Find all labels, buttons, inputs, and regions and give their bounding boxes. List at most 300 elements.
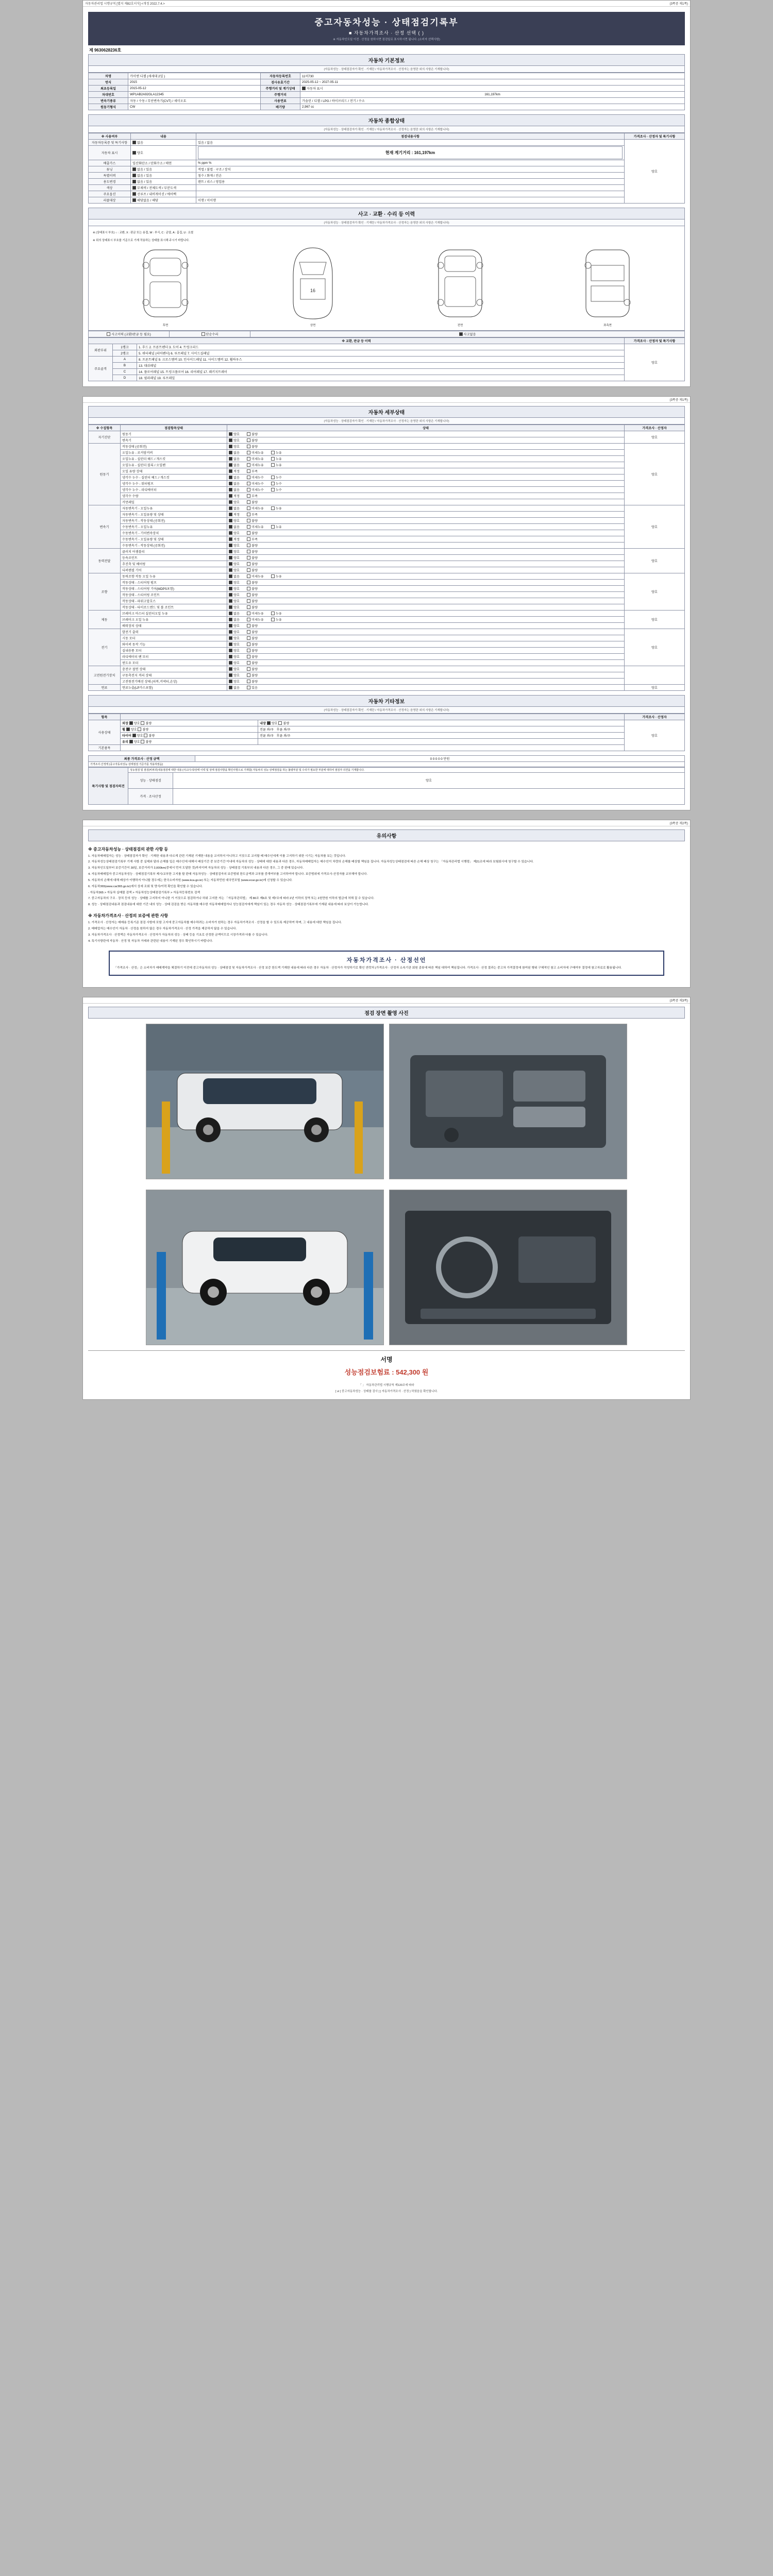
option-label: 양호 [233,667,240,671]
detail-item-options [227,517,625,523]
checkbox-option[interactable] [229,680,232,683]
value-vin: WP1AB2A92GLA12345 [128,92,261,98]
option-label: 미세누유 [251,457,264,461]
checkbox-option[interactable] [247,624,250,628]
photo-interior-image [390,1190,627,1345]
option-label: 양호 [233,599,240,603]
detail-item-options [227,672,625,678]
checkbox-option[interactable] [229,624,232,628]
detail-item-label: 고전원전기배선 상태 (피복,커넥터,손상) [121,678,227,684]
detail-group-2: 변속기 [89,505,121,548]
diagram-legend-2: ※ 위의 상태표시 부호를 기준으로 기재 작용하는 상태를 표시해 주시기 바랍니다. [93,239,190,242]
checkbox-option[interactable] [229,686,232,689]
checkbox-option[interactable] [229,438,232,442]
row-content-5: 없음 / 있음 [131,179,196,185]
row-content-1: 양호 [131,146,196,160]
option-label: 미세누유 [251,525,264,529]
other-item-glass-blank [258,738,625,744]
detail-group-note: 양호 [625,443,685,505]
label-year: 연식 [89,79,128,86]
signature-label: 서명 [88,1350,685,1365]
option-label: 있음 [251,686,258,690]
car-front-svg [429,245,491,322]
sheet-3 [82,820,691,988]
car-top-svg [282,245,344,322]
option-label: 불량 [251,587,258,591]
option-label: 누유 [275,525,282,529]
other-item-interior: 내장 양호 불량 [258,720,625,726]
detail-item-label: 작동상태 (공회전) [121,443,227,449]
option-label: 불량 [251,519,258,523]
checkbox-option[interactable] [247,531,250,535]
car-view-side-label: 좌측면 [603,324,612,327]
checkbox-option[interactable] [229,587,232,590]
checkbox-option[interactable] [247,494,250,498]
option-label: 없음 [233,506,240,511]
car-diagram-row [92,245,681,327]
checkbox-option[interactable] [247,686,250,689]
detail-item-label: 라디에이터 팬 모터 [121,653,227,659]
detail-item-label: 커먼레일 [121,499,227,505]
checkbox-option[interactable] [247,574,250,578]
checkbox-option[interactable] [247,612,250,615]
checkbox-tire-good[interactable] [132,734,136,737]
option-label: 누수 [275,476,282,480]
checkbox-option[interactable] [271,574,275,578]
table-row [89,659,685,666]
checkbox-option[interactable] [229,630,232,634]
section-note-detail: (자동차성능 · 상태점검자가 확인 · 기재란 / 자동차가격조사 · 산정자는 음영란 외의 사항은 기재합니다) [88,418,685,425]
notice-sec2-body [88,921,685,944]
detail-item-label: 브레이크 오일 누유 [121,616,227,622]
option-label: 양호 [233,587,240,591]
checkbox-option[interactable] [271,506,275,510]
detail-item-options [227,629,625,635]
row-content-0: 없음 [131,140,196,146]
table-row [89,480,685,486]
table-row [89,653,685,659]
checkbox-exterior-good[interactable] [129,721,133,725]
checkbox-option[interactable] [247,525,250,529]
detail-item-options [227,567,625,573]
detail-item-label: 시동 모터 [121,635,227,641]
label-odometer: 주행거리 [261,92,300,98]
checkbox-option[interactable] [229,457,232,461]
checkbox-option[interactable] [247,513,250,516]
row-check-8: 이행 / 미이행 [196,197,625,204]
option-label: 미세누수 [251,482,264,486]
checkbox-option[interactable] [229,618,232,621]
checkbox-option[interactable] [229,544,232,547]
checkbox-option[interactable] [247,680,250,683]
car-view-side [569,245,646,327]
checkbox-odometer-normal[interactable] [302,87,306,90]
detail-item-options [227,437,625,443]
table-row [89,635,685,641]
option-label: 양호 [233,562,240,566]
option-label: 불량 [251,531,258,535]
option-label: 양호 [233,500,240,504]
checkbox-option[interactable] [229,463,232,467]
car-view-rear [127,245,204,327]
checkbox-option[interactable] [247,636,250,640]
checkbox-option[interactable] [229,494,232,498]
checkbox-option[interactable] [229,649,232,652]
checkbox-option[interactable] [247,500,250,504]
option-label: 적정 [233,494,240,498]
checkbox-option[interactable] [229,562,232,566]
checkbox-option[interactable] [271,525,275,529]
checkbox-option[interactable] [229,581,232,584]
detail-item-label: 오일누유 - 로커암커버 [121,449,227,455]
label-transmission: 변속기종류 [89,98,128,104]
checkbox-option[interactable] [229,506,232,510]
option-label: 누유 [275,574,282,579]
table-row [89,573,685,579]
checkbox-option[interactable] [247,568,250,572]
checkbox-option[interactable] [229,612,232,615]
memo-sub: 성능점검 및 점검(비파괴)내용점검에 대한 내용 (사고/수리/상태 이력 및 상태 점검사항을 확인사항으로 기재함) 자동차의 성능·상태점검을 하는 불량부분 및 수리가 필요한 부분에 대하여 점검자 의견을 기재합니다. [128,767,685,772]
checkbox-option[interactable] [229,476,232,479]
detail-item-label: 추진축 및 베어링 [121,561,227,567]
checkbox-option[interactable] [229,482,232,485]
option-label: 불량 [251,544,258,548]
other-info-table [88,714,685,751]
checkbox-7[interactable] [132,192,136,196]
checkbox-option[interactable] [247,537,250,541]
checkbox-option[interactable] [247,544,250,547]
table-row [89,523,685,530]
checkbox-8[interactable] [132,198,136,202]
table-row [89,449,685,455]
option-label: 미세누유 [251,612,264,616]
sheet-2 [82,396,691,810]
checkbox-option[interactable] [271,463,275,467]
table-row [89,455,685,462]
checkbox-5[interactable] [132,180,136,183]
notice-paragraph-7: 7. 중고자동차의 구조 · 장치 등의 성능 · 상태를 고지하지 아니한 거 거짓으로 점검하거나 허위 고지한 자는 「자동차관리법」 제 80조 제6호 및 제7조에 따라 2년 이하의 징역 또는 2천만원 이하의 벌금에 처해 질 수 있습니다. [88,897,375,901]
detail-item-label: 냉각수 누수 - 라디에이터 [121,486,227,493]
detail-item-label: 실내송풍 모터 [121,647,227,653]
detail-item-options [227,505,625,511]
option-label: 불량 [251,438,258,443]
checkbox-option[interactable] [247,556,250,560]
checkbox-option[interactable] [247,550,250,553]
inspection-insurance-fee [88,1365,685,1382]
detail-item-label: 클러치 어셈블리 [121,548,227,554]
rank-items-2: 8. 프론트패널 9. 크로스멤버 10. 인사이드패널 11. 사이드멤버 12. 휠하우스 [137,356,625,362]
option-label: 불량 [251,642,258,647]
checkbox-option[interactable] [229,469,232,473]
notice-price-paragraph-1: 2. 매매업자는 매수인이 자동차 · 산정을 원하지 않은 경우 자동차가격조사 · 산정 가격을 제공하지 않을 수 있습니다. [88,927,237,930]
option-label: 양호 [233,593,240,597]
table-row [89,486,685,493]
option-label: 없음 [233,525,240,529]
option-label: 없음 [233,574,240,579]
detail-item-options [227,554,625,561]
checkbox-option[interactable] [229,537,232,541]
option-label: 누유 [275,618,282,622]
detail-col-3: 가격조사 · 산정자 [625,425,685,431]
detail-item-label: 브레이크 마스터 실린더오일 누유 [121,610,227,616]
checkbox-option[interactable] [247,457,250,461]
checkbox-option[interactable] [229,519,232,522]
fee-value: 542,300 원 [396,1368,429,1377]
option-label: 없음 [233,463,240,467]
row-check-1 [196,146,625,160]
topbar-4 [83,997,690,1004]
checkbox-option[interactable] [229,593,232,597]
checkbox-option[interactable] [271,482,275,485]
memo-table [88,767,685,805]
checkbox-option[interactable] [247,605,250,609]
checkbox-option[interactable] [247,581,250,584]
checkbox-option[interactable] [247,630,250,634]
other-group-usage: 사용상태 [89,720,121,744]
checkbox-option[interactable] [247,562,250,566]
option-label: 불량 [251,599,258,603]
declaration-body: 「가격조사 · 산정」은 소비자가 매매계약을 체결하기 이전에 중고자동차의 성능 · 상태점검 및 자동차가격조사 · 산정 보증 한도액 기재한 내용에 따라 다른 경우 자동차 · 산정자가 작성하기로 확인 연락처 (가격조사 · 산정자 소속기관 회원 종류에 따른 책임 대하여 책임집니다. 가격조사 · 산정 결과는 중고차 가격결정에 참여된 행위 구체적인 참고 소비자에 구매여부 결정에 참고자료로 활용됩니다. [114,966,622,970]
other-item-exterior: 외장 양호 불량 [121,720,258,726]
detail-group-6: 전기 [89,629,121,666]
detail-item-label: 와이퍼 동작 기능 [121,641,227,647]
checkbox-option[interactable] [247,438,250,442]
table-row [89,604,685,610]
other-col-0: 항목 [89,714,121,720]
detail-item-options [227,604,625,610]
table-row [89,585,685,591]
detail-item-options [227,542,625,548]
checkbox-option[interactable] [247,469,250,473]
checkbox-option[interactable] [229,550,232,553]
row-content-7: 선루프 / 내비게이션 / 에어백 [131,191,196,197]
checkbox-glass-bad[interactable] [141,740,144,743]
checkbox-3[interactable] [132,167,136,171]
checkbox-0[interactable] [132,141,136,144]
detail-item-label: 냉각수 수량 [121,493,227,499]
checkbox-interior-good[interactable] [267,721,271,725]
notice-title: 유의사항 [88,829,685,841]
table-row [89,622,685,629]
other-basic-items [121,744,625,751]
checkbox-option[interactable] [229,451,232,454]
option-label: 없음 [233,482,240,486]
checkbox-option[interactable] [229,655,232,658]
option-label: 양호 [233,642,240,647]
rank-3: B [113,362,137,368]
checkbox-glass-good[interactable] [129,740,133,743]
detail-item-label: 디퍼렌셜 기어 [121,567,227,573]
checkbox-option[interactable] [247,445,250,448]
form-reference: 자동차관리법 시행규칙 [별지 제82호서식] <개정 2022.7.4.> [85,3,165,6]
detail-item-options [227,486,625,493]
option-label: 부족 [251,469,258,473]
checkbox-option[interactable] [247,649,250,652]
photo-section-title: 점검 장면 촬영 사진 [88,1007,685,1019]
basic-info-table [88,73,685,110]
row-content-8: 해당없음 / 해당 [131,197,196,204]
detail-group-5: 제동 [89,610,121,629]
checkbox-6[interactable] [132,186,136,190]
checkbox-option[interactable] [247,587,250,590]
document-header-note: ※ 자동차인도일 이전 · 산정을 원하시면 점검일로 표시하시면 됩니다. (소비자 선택사항) [333,38,440,41]
option-label: 불량 [251,673,258,677]
detail-item-options [227,591,625,598]
checkbox-option[interactable] [247,482,250,485]
detail-item-label: 배력장치 상태 [121,622,227,629]
photo-row-2 [88,1184,685,1350]
table-row [89,462,685,468]
section-title-basic: 자동차 기본정보 [88,54,685,66]
checkbox-option[interactable] [247,476,250,479]
checkbox-option[interactable] [229,605,232,609]
row-content-2: 일산화탄소 / 탄화수소 / 매연 [131,160,196,166]
checkbox-simple-repair[interactable] [201,332,205,336]
accident-history-table [88,331,685,337]
car-rear-svg [135,245,196,322]
option-label: 불량 [251,630,258,634]
checkbox-option[interactable] [229,599,232,603]
option-label: 양호 [233,531,240,535]
checkbox-option[interactable] [247,519,250,522]
photo-underbody-image [146,1190,383,1345]
detail-item-options [227,561,625,567]
checkbox-option[interactable] [271,488,275,492]
checkbox-option[interactable] [247,618,250,621]
total-price-value: 0 0 0 0 0 만원 [195,755,685,761]
checkbox-option[interactable] [229,642,232,646]
detail-item-label: 등속조인트 [121,554,227,561]
checkbox-tire-bad[interactable] [144,734,147,737]
checkbox-option[interactable] [271,476,275,479]
option-label: 양호 [233,550,240,554]
checkbox-wheel-bad[interactable] [138,727,141,731]
checkbox-option[interactable] [247,488,250,492]
checkbox-option[interactable] [229,531,232,535]
checkbox-option[interactable] [247,432,250,436]
checkbox-option[interactable] [247,667,250,671]
checkbox-option[interactable] [229,445,232,448]
checkbox-option[interactable] [271,451,275,454]
notice-sec2-title: ※ 자동차가격조사 · 산정의 보증에 관한 사항 [88,913,169,919]
table-row [89,598,685,604]
checkbox-option[interactable] [247,599,250,603]
checkbox-option[interactable] [229,525,232,529]
detail-item-options [227,647,625,653]
checkbox-interior-bad[interactable] [278,721,282,725]
row-label-3: 튜닝 [89,166,131,173]
checkbox-1[interactable] [132,151,136,155]
document-header [88,12,685,45]
checkbox-option[interactable] [247,451,250,454]
checkbox-option[interactable] [271,457,275,461]
checkbox-option[interactable] [229,500,232,504]
checkbox-option[interactable] [229,432,232,436]
checkbox-option[interactable] [229,568,232,572]
col-check: 점검내용사항 [196,133,625,140]
checkbox-no-accident[interactable] [459,332,463,336]
checkbox-wheel-good[interactable] [126,727,130,731]
notice-paragraph-3: 4. 자동차매매업자 중고자동차성능 · 상태점검기록부 제시/교부한 고지를 할 판매 자동차성능 · 상태점검자의 보증범위 한도금액과 교부를 중개여부를 고지하여야 합니다. 보증범위에 가격조사·산정자를 교부해야 합니다. [88,873,368,876]
detail-item-label: 작동상태 - 스티어링 펌프 [121,579,227,585]
car-side-svg [577,245,638,322]
row-content-6: 무채색 / 전체도색 / 부분도색 [131,185,196,191]
table-row [89,542,685,548]
value-displacement: 2,967 cc [300,104,685,110]
exchange-assessor-head: 가격조사 · 산정자 및 특기사항 [625,337,685,344]
checkbox-option[interactable] [271,612,275,615]
checkbox-option[interactable] [247,463,250,467]
label-inspection-period: 검사유효기간 [261,79,300,86]
detail-group-0: 자기진단 [89,431,121,443]
checkbox-option[interactable] [229,661,232,665]
notice-paragraph-0: 1. 자동차매매업자는 성능 · 상태점검자가 확인 · 기재한 내용과 다르게 관련 기재된 기재한 내용을 교지하지 아니하고 거짓으로 교지할 때 매수인에게 이를 고지하기 위한 시기는 자동차를 보는 것입니다. [88,854,346,858]
option-label: 불량 [251,445,258,449]
option-label: 양호 [233,544,240,548]
checkbox-option[interactable] [247,506,250,510]
row-check-3: 적법 / 불법 · 구조 / 장치 [196,166,625,173]
overall-state-table [88,133,685,204]
accident-row-1: 단순수리 [170,331,250,337]
section-title-accident: 사고 · 교환 · 수리 등 이력 [88,208,685,219]
detail-item-label: 충전구 절연 상태 [121,666,227,672]
accident-row-0: 사고이력 (교환/판금 등 필요) [89,331,170,337]
option-label: 미세누수 [251,476,264,480]
checkbox-4[interactable] [132,174,136,177]
checkbox-option[interactable] [229,673,232,677]
checkbox-option[interactable] [229,636,232,640]
table-row [89,499,685,505]
car-view-top-label: 상면 [310,324,316,327]
document-title: 중고자동차성능 · 상태점검기록부 [314,18,459,27]
option-label: 불량 [251,593,258,597]
checkbox-option[interactable] [247,661,250,665]
detail-item-options [227,493,625,499]
other-group-basic: 기본품목 [89,744,121,751]
car-view-rear-label: 후면 [162,324,169,327]
checkbox-option[interactable] [229,556,232,560]
detail-group-note: 양호 [625,505,685,548]
checkbox-option[interactable] [247,673,250,677]
checkbox-option[interactable] [229,667,232,671]
checkbox-option[interactable] [271,618,275,621]
checkbox-option[interactable] [229,574,232,578]
option-label: 누유 [275,457,282,461]
value-odometer-state [300,86,685,92]
detail-group-1: 원동기 [89,443,121,505]
detail-item-options [227,480,625,486]
option-label: 미세누유 [251,574,264,579]
checkbox-option[interactable] [229,513,232,516]
detail-table-body [89,431,685,690]
checkbox-accident-history[interactable] [107,332,110,336]
checkbox-option[interactable] [247,642,250,646]
table-row [89,616,685,622]
total-price-note: 가격조사·산정액 (중고자동차성능·상태점검 기준가를 적용하였음) [89,761,685,767]
checkbox-option[interactable] [229,488,232,492]
table-row [89,493,685,499]
detail-item-label: 수동변속기 - 작동상태 (공회전) [121,542,227,548]
checkbox-option[interactable] [247,655,250,658]
option-label: 적정 [233,513,240,517]
option-label: 불량 [251,661,258,665]
detail-group-note [625,666,685,684]
checkbox-exterior-bad[interactable] [141,721,144,725]
detail-group-8: 연료 [89,684,121,690]
checkbox-option[interactable] [247,593,250,597]
total-price-label: 최종 가격조사 · 산정 금액 [89,755,195,761]
rank-items-5: 18. 필라패널 19. 루프레일 [137,375,625,381]
